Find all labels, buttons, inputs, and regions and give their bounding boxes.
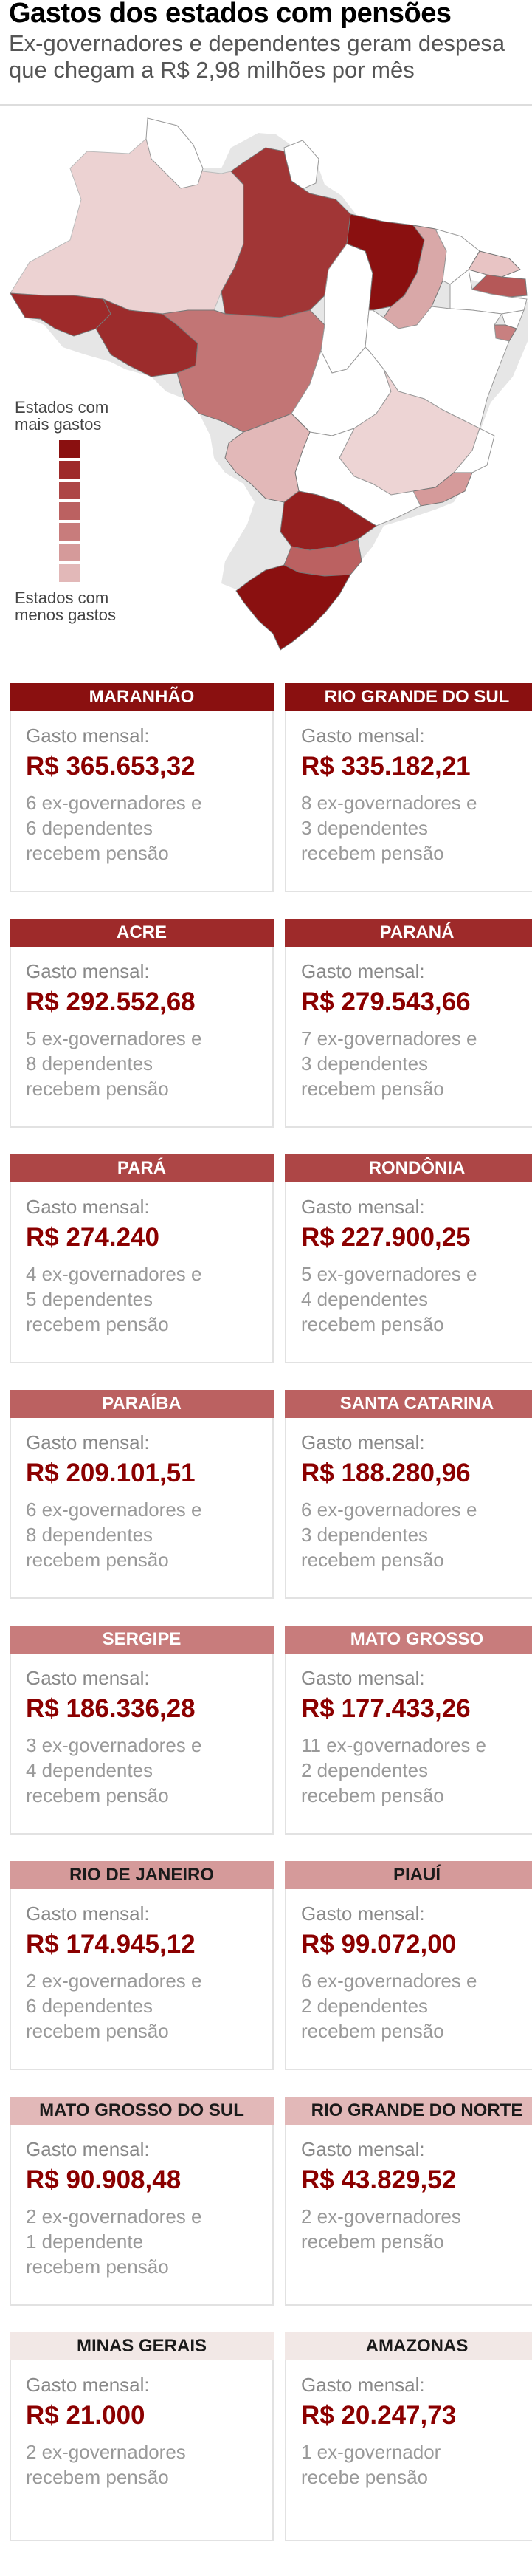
monthly-spend-label: Gasto mensal: [301,1667,425,1689]
state-card [285,1390,532,1599]
pension-description-line: 3 dependentes [301,1052,429,1075]
pension-description-line: recebem pensão [301,1549,444,1571]
pension-description [301,2439,532,2490]
pension-description [301,1497,532,1572]
monthly-spend-value: R$ 20.247,73 [301,2401,457,2430]
monthly-spend-value: R$ 174.945,12 [26,1930,196,1959]
subtitle-line-1: Ex-governadores e dependentes geram despesa [9,30,505,56]
state-card [10,1861,274,2070]
state-name: PARAÍBA [10,1390,274,1418]
state-card [285,1861,532,2070]
monthly-spend-label: Gasto mensal: [26,2374,150,2396]
legend-swatch [59,461,80,479]
legend-swatch [59,523,80,541]
pension-description-line: 3 dependentes [301,817,429,839]
monthly-spend-label: Gasto mensal: [26,1667,150,1689]
monthly-spend-value: R$ 188.280,96 [301,1459,471,1487]
state-name: SERGIPE [10,1626,274,1654]
monthly-spend-label: Gasto mensal: [301,2138,425,2160]
pension-description-line: recebem pensão [26,2020,169,2042]
legend-swatch [59,544,80,561]
state-card [285,1154,532,1363]
state-amazonas [10,122,243,314]
page-title: Gastos dos estados com pensões [9,0,452,29]
pension-description [26,1733,262,1808]
pension-description-line: 4 dependentes [26,1759,153,1781]
state-name: PARÁ [10,1154,274,1182]
monthly-spend-value: R$ 21.000 [26,2401,145,2430]
state-name: MARANHÃO [10,683,274,711]
state-name: RONDÔNIA [285,1154,532,1182]
pension-description-line: recebem pensão [26,1078,169,1100]
pension-description-line: 2 dependentes [301,1759,429,1781]
monthly-spend-value: R$ 274.240 [26,1223,159,1252]
monthly-spend-label: Gasto mensal: [301,1196,425,1218]
pension-description [301,2204,532,2254]
pension-description-line: 3 dependentes [301,1524,429,1546]
state-name: SANTA CATARINA [285,1390,532,1418]
monthly-spend-value: R$ 43.829,52 [301,2165,457,2194]
monthly-spend-label: Gasto mensal: [26,1431,150,1453]
legend-swatch [59,502,80,520]
pension-description-line: recebem pensão [26,2255,169,2278]
state-card [10,1626,274,1835]
monthly-spend-label: Gasto mensal: [301,724,425,747]
state-card [10,1390,274,1599]
pension-description-line: 5 ex-governadores e [26,1027,202,1049]
pension-description-line: recebem pensão [26,1313,169,1335]
pension-description-line: 1 dependente [26,2230,144,2253]
pension-description-line: 7 ex-governadores e [301,1027,477,1049]
pension-description-line: 4 dependentes [301,1288,429,1310]
monthly-spend-value: R$ 227.900,25 [301,1223,471,1252]
state-name: PIAUÍ [285,1861,532,1889]
state-card [285,2097,532,2306]
pension-description-line: 11 ex-governadores e [301,1734,487,1756]
pension-description-line: recebem pensão [301,2020,444,2042]
pension-description-line: 4 ex-governadores e [26,1263,202,1285]
pension-description-line: recebem pensão [26,1784,169,1806]
monthly-spend-value: R$ 292.552,68 [26,987,196,1016]
legend-top-label: Estados com mais gastos [15,398,109,434]
monthly-spend-value: R$ 99.072,00 [301,1930,457,1959]
pension-description [301,1261,532,1337]
pension-description-line: recebem pensão [26,842,169,864]
state-name: MATO GROSSO [285,1626,532,1654]
pension-description-line: recebem pensão [26,2466,169,2488]
state-name: RIO GRANDE DO SUL [285,683,532,711]
pension-description-line: 6 ex-governadores e [301,1970,477,1992]
state-card [10,1154,274,1363]
pension-description [26,2204,262,2279]
state-card [285,2332,532,2541]
monthly-spend-label: Gasto mensal: [26,724,150,747]
brazil-map [0,111,532,657]
pension-description-line: 2 ex-governadores e [26,2205,202,2227]
pension-description-line: 6 ex-governadores e [301,1498,477,1521]
pension-description-line: 8 dependentes [26,1052,153,1075]
pension-description [26,1968,262,2044]
state-name: ACRE [10,919,274,947]
pension-description-line: 5 ex-governadores e [301,1263,477,1285]
legend-swatch [59,564,80,582]
state-name: MINAS GERAIS [10,2332,274,2360]
legend-swatch [59,482,80,499]
monthly-spend-value: R$ 90.908,48 [26,2165,182,2194]
pension-description [26,1497,262,1572]
monthly-spend-value: R$ 335.182,21 [301,752,471,781]
monthly-spend-label: Gasto mensal: [26,1902,150,1925]
legend-swatches [59,440,80,582]
state-name: MATO GROSSO DO SUL [10,2097,274,2125]
pension-description-line: 2 ex-governadores [301,2205,461,2227]
monthly-spend-value: R$ 209.101,51 [26,1459,196,1487]
pension-description-line: 2 ex-governadores [26,2441,186,2463]
monthly-spend-value: R$ 186.336,28 [26,1694,196,1723]
pension-description-line: 2 ex-governadores e [26,1970,202,1992]
pension-description [26,1026,262,1101]
pension-description [26,1261,262,1337]
legend-bottom-label: Estados com menos gastos [15,589,116,624]
pension-description-line: recebe pensão [301,2466,429,2488]
pension-description-line: 3 ex-governadores e [26,1734,202,1756]
pension-description-line: recebem pensão [301,2230,444,2253]
monthly-spend-label: Gasto mensal: [301,1431,425,1453]
pension-description-line: recebem pensão [301,1313,444,1335]
pension-description-line: recebem pensão [301,842,444,864]
state-card [10,2332,274,2541]
state-card [285,919,532,1128]
monthly-spend-value: R$ 365.653,32 [26,752,196,781]
legend-swatch [59,440,80,458]
pension-description-line: 6 dependentes [26,1995,153,2017]
pension-description [26,790,262,866]
header-divider [0,104,532,106]
monthly-spend-label: Gasto mensal: [26,2138,150,2160]
state-name: AMAZONAS [285,2332,532,2360]
monthly-spend-label: Gasto mensal: [301,1902,425,1925]
pension-description [301,1733,532,1808]
pension-description-line: 5 dependentes [26,1288,153,1310]
state-name: RIO GRANDE DO NORTE [285,2097,532,2125]
pension-description [301,1026,532,1101]
pension-description [301,1968,532,2044]
pension-description-line: recebem pensão [301,1784,444,1806]
pension-description-line: 2 dependentes [301,1995,429,2017]
pension-description-line: recebem pensão [301,1078,444,1100]
monthly-spend-label: Gasto mensal: [301,960,425,982]
pension-description [301,790,532,866]
pension-description-line: 8 dependentes [26,1524,153,1546]
map-legend [15,399,140,623]
state-card [10,683,274,892]
state-card [10,919,274,1128]
monthly-spend-value: R$ 279.543,66 [301,987,471,1016]
monthly-spend-label: Gasto mensal: [26,960,150,982]
state-name: PARANÁ [285,919,532,947]
pension-description-line: recebem pensão [26,1549,169,1571]
monthly-spend-label: Gasto mensal: [26,1196,150,1218]
monthly-spend-value: R$ 177.433,26 [301,1694,471,1723]
subtitle-line-2: que chegam a R$ 2,98 milhões por mês [9,57,415,83]
state-card [285,1626,532,1835]
pension-description-line: 6 ex-governadores e [26,1498,202,1521]
monthly-spend-label: Gasto mensal: [301,2374,425,2396]
state-name: RIO DE JANEIRO [10,1861,274,1889]
state-card [285,683,532,892]
pension-description-line: 1 ex-governador [301,2441,441,2463]
pension-description [26,2439,262,2490]
pension-description-line: 6 dependentes [26,817,153,839]
header [9,0,525,83]
state-card [10,2097,274,2306]
pension-description-line: 6 ex-governadores e [26,792,202,814]
pension-description-line: 8 ex-governadores e [301,792,477,814]
